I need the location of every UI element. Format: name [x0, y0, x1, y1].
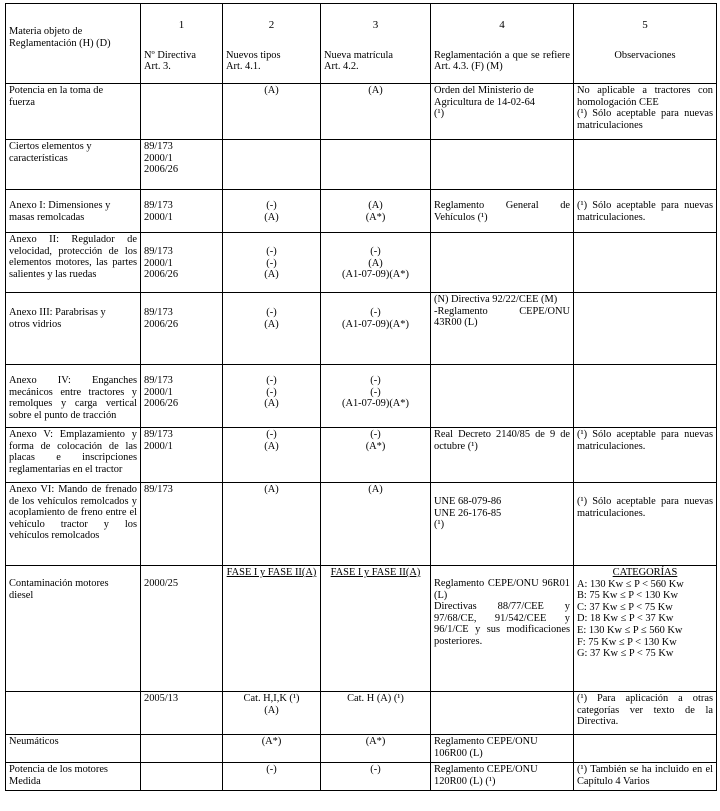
cell-reglamentacion: [431, 140, 574, 190]
header-cell-observaciones: 5 Observaciones: [574, 4, 717, 84]
table-row: [6, 365, 717, 428]
cell-reglamentacion: (N) Directiva 92/22/CEE (M) -Reglamento CEPE/ONU 43R00 (L): [431, 293, 574, 365]
table-row: [6, 692, 717, 735]
cell-observaciones: [574, 293, 717, 365]
table-row: [6, 566, 717, 692]
cell-directiva: 89/173: [141, 483, 223, 566]
cell-reglamentacion: UNE 68-079-86 UNE 26-176-85 (¹): [431, 483, 574, 566]
cell-matricula: Cat. H (A) (¹): [321, 692, 431, 735]
cell-reglamentacion: Reglamento CEPE/ONU 96R01 (L) Directivas 88/77/CEE y 97/68/CE, 91/542/CEE y 96/1/CE y sus modificaciones posteriores.: [431, 566, 574, 692]
cell-materia: Contaminación motores diesel: [6, 566, 141, 692]
cell-nuevos: (-) (A): [223, 428, 321, 483]
cell-reglamentacion: [431, 692, 574, 735]
cell-materia: Potencia de los motores Medida: [6, 763, 141, 791]
cell-nuevos: Cat. H,I,K (¹) (A): [223, 692, 321, 735]
header-cell-materia: Materia objeto de Reglamentación (H) (D): [6, 4, 141, 84]
cell-materia: Anexo V: Emplazamiento y forma de colocación de las placas e inscripciones reglamentarias en el tractor: [6, 428, 141, 483]
cell-observaciones: (¹) Para aplicación a otras categorías ver texto de la Directiva.: [574, 692, 717, 735]
cell-directiva: 2000/25: [141, 566, 223, 692]
table-row: [6, 428, 717, 483]
cell-observaciones: [574, 233, 717, 293]
cell-directiva: [141, 735, 223, 763]
cell-materia: Anexo II: Regulador de velocidad, protección de los elementos motores, las partes salientes y las ruedas: [6, 233, 141, 293]
header-cell-directiva: 1 Nº Directiva Art. 3.: [141, 4, 223, 84]
cell-nuevos: (-) (-) (A): [223, 233, 321, 293]
cell-materia: Potencia en la toma de fuerza: [6, 84, 141, 140]
cell-matricula: (-) (A1-07-09)(A*): [321, 293, 431, 365]
cell-matricula: (A*): [321, 735, 431, 763]
cell-observaciones: [574, 140, 717, 190]
cell-observaciones: (¹) Sólo aceptable para nuevas matriculaciones.: [574, 428, 717, 483]
cell-matricula: (-) (A) (A1-07-09)(A*): [321, 233, 431, 293]
table-row: [6, 140, 717, 190]
cell-observaciones: (¹) También se ha incluido en el Capítulo 4 Varios: [574, 763, 717, 791]
table-row: [6, 763, 717, 791]
header-cell-matricula: 3 Nueva matrícula Art. 4.2.: [321, 4, 431, 84]
cell-observaciones: No aplicable a tractores con homologación CEE (¹) Sólo aceptable para nuevas matriculaciones: [574, 84, 717, 140]
cell-nuevos: FASE I y FASE II(A): [223, 566, 321, 692]
table-row: [6, 735, 717, 763]
cell-matricula: (A): [321, 84, 431, 140]
categories-title: CATEGORÍAS: [612, 567, 678, 578]
table-row: [6, 293, 717, 365]
cell-observaciones: (¹) Sólo aceptable para nuevas matriculaciones.: [574, 483, 717, 566]
cell-reglamentacion: Reglamento General de Vehículos (¹): [431, 190, 574, 233]
cell-reglamentacion: Real Decreto 2140/85 de 9 de octubre (¹): [431, 428, 574, 483]
table-row: [6, 233, 717, 293]
cell-reglamentacion: [431, 365, 574, 428]
table-row: [6, 190, 717, 233]
cell-observaciones: [574, 365, 717, 428]
header-cell-nuevos: 2 Nuevos tipos Art. 4.1.: [223, 4, 321, 84]
cell-materia: Anexo IV: Enganches mecánicos entre tractores y remolques y carga vertical sobre el punto de tracción: [6, 365, 141, 428]
cell-nuevos: (A): [223, 483, 321, 566]
cell-directiva: 89/173 2000/1 2006/26: [141, 365, 223, 428]
cell-materia: Neumáticos: [6, 735, 141, 763]
table-row: [6, 84, 717, 140]
cell-directiva: 2005/13: [141, 692, 223, 735]
cell-nuevos: (-) (A): [223, 293, 321, 365]
cell-directiva: [141, 84, 223, 140]
cell-reglamentacion: Reglamento CEPE/ONU 106R00 (L): [431, 735, 574, 763]
table-row: [6, 483, 717, 566]
cell-matricula: [321, 140, 431, 190]
cell-nuevos: (-) (A): [223, 190, 321, 233]
cell-observaciones: (¹) Sólo aceptable para nuevas matriculaciones.: [574, 190, 717, 233]
cell-materia: Anexo I: Dimensiones y masas remolcadas: [6, 190, 141, 233]
cell-nuevos: (A): [223, 84, 321, 140]
cell-directiva: 89/173 2000/1 2006/26: [141, 233, 223, 293]
regulation-table: [5, 3, 717, 791]
cell-reglamentacion: Reglamento CEPE/ONU 120R00 (L) (¹): [431, 763, 574, 791]
categories-list: A: 130 Kw ≤ P < 560 Kw B: 75 Kw ≤ P < 130 Kw C: 37 Kw ≤ P < 75 Kw D: 18 Kw ≤ P < 37 Kw E: 130 Kw ≤ P ≤ 560 Kw F: 75 Kw ≤ P < 130 Kw G: 37 Kw ≤ P < 75 Kw: [577, 578, 684, 660]
cell-nuevos: (A*): [223, 735, 321, 763]
cell-materia: Anexo VI: Mando de frenado de los vehículos remolcados y acoplamiento de freno entre el vehículo tractor y los vehículos remolcados: [6, 483, 141, 566]
cell-directiva: [141, 763, 223, 791]
cell-directiva: 89/173 2000/1: [141, 428, 223, 483]
cell-materia: Ciertos elementos y características: [6, 140, 141, 190]
cell-matricula: (-) (-) (A1-07-09)(A*): [321, 365, 431, 428]
cell-matricula: (-): [321, 763, 431, 791]
cell-matricula: (A) (A*): [321, 190, 431, 233]
cell-directiva: 89/173 2000/1: [141, 190, 223, 233]
cell-matricula: (-) (A*): [321, 428, 431, 483]
cell-directiva: 89/173 2006/26: [141, 293, 223, 365]
cell-nuevos: (-): [223, 763, 321, 791]
cell-materia: [6, 692, 141, 735]
cell-nuevos: (-) (-) (A): [223, 365, 321, 428]
cell-nuevos: [223, 140, 321, 190]
cell-reglamentacion: Orden del Ministerio de Agricultura de 14-02-64 (¹): [431, 84, 574, 140]
cell-observaciones: [574, 566, 717, 692]
header-row: [6, 4, 717, 84]
cell-matricula: (A): [321, 483, 431, 566]
cell-directiva: 89/173 2000/1 2006/26: [141, 140, 223, 190]
cell-observaciones: [574, 735, 717, 763]
cell-materia: Anexo III: Parabrisas y otros vidrios: [6, 293, 141, 365]
cell-matricula: FASE I y FASE II(A): [321, 566, 431, 692]
cell-reglamentacion: [431, 233, 574, 293]
header-cell-reglamentacion: 4 Reglamentación a que se refiere Art. 4.3. (F) (M): [431, 4, 574, 84]
